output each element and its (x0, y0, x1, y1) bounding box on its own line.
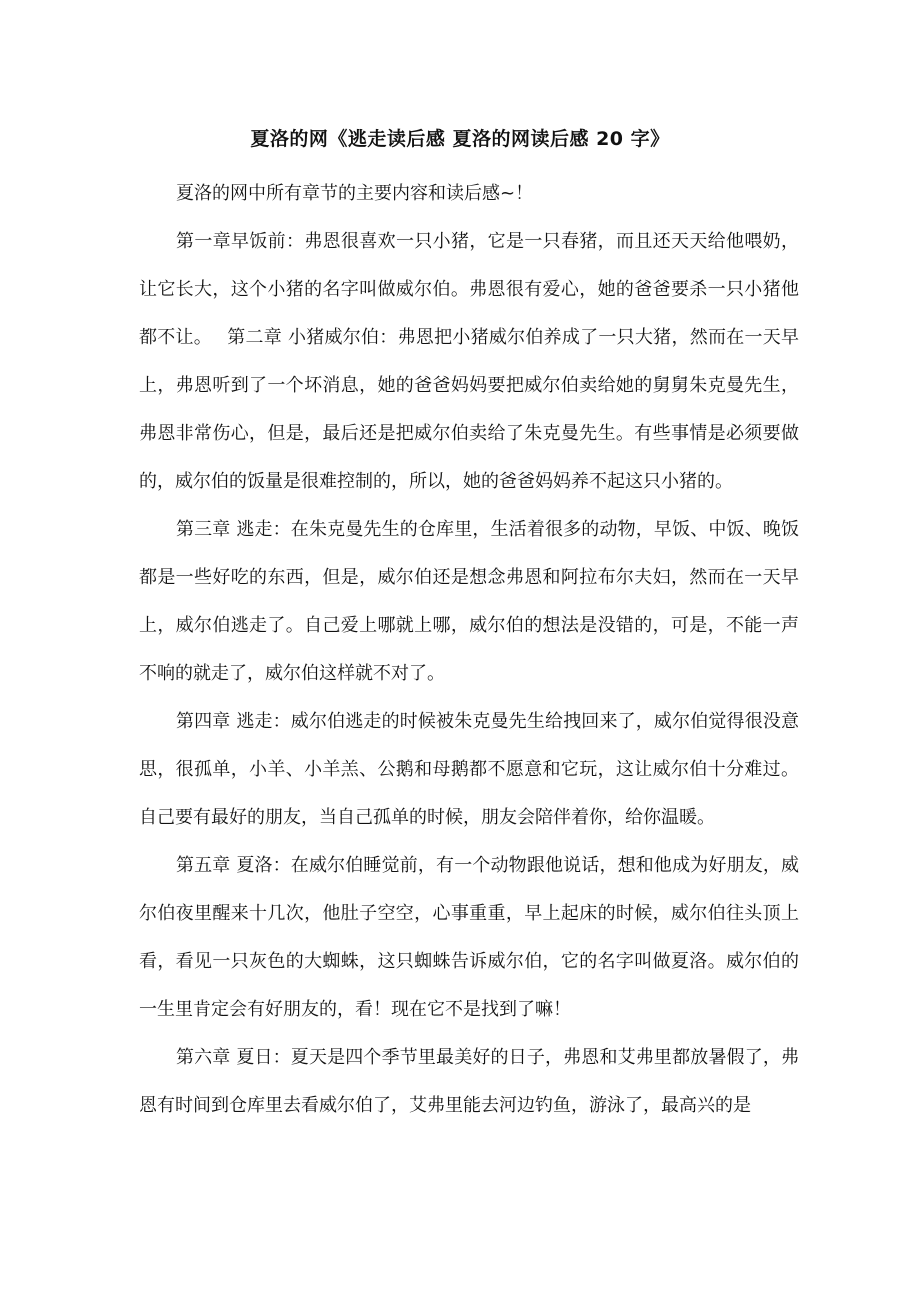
document-body (139, 170, 799, 1130)
paragraph-chapter-3: 第三章 逃走：在朱克曼先生的仓库里，生活着很多的动物，早饭、中饭、晚饭都是一些好吃的东西，但是，威尔伯还是想念弗恩和阿拉布尔夫妇，然而在一天早上，威尔伯逃走了。自己爱上哪就上哪，威尔伯的想法是没错的，可是，不能一声不响的就走了，威尔伯这样就不对了。 (139, 519, 799, 684)
document-title: 夏洛的网《逃走读后感 夏洛的网读后感 20 字》 (250, 128, 670, 150)
paragraph-intro: 夏洛的网中所有章节的主要内容和读后感~！ (176, 183, 534, 204)
paragraph-chapter-6: 第六章 夏日：夏天是四个季节里最美好的日子，弗恩和艾弗里都放暑假了，弗恩有时间到仓库里去看威尔伯了，艾弗里能去河边钓鱼，游泳了，最高兴的是 (139, 1047, 799, 1116)
paragraph-chapter-5: 第五章 夏洛：在威尔伯睡觉前，有一个动物跟他说话，想和他成为好朋友，威尔伯夜里醒来十几次，他肚子空空，心事重重，早上起床的时候，威尔伯往头顶上看，看见一只灰色的大蜘蛛，这只蜘蛛告诉威尔伯，它的名字叫做夏洛。威尔伯的一生里肯定会有好朋友的，看！现在它不是找到了嘛！ (139, 855, 799, 1020)
paragraph-chapter-1-2: 第一章早饭前：弗恩很喜欢一只小猪，它是一只春猪，而且还天天给他喂奶，让它长大，这个小猪的名字叫做威尔伯。弗恩很有爱心，她的爸爸要杀一只小猪他都不让。 第二章 小猪威尔伯：弗恩把小猪威尔伯养成了一只大猪，然而在一天早上，弗恩听到了一个坏消息，她的爸爸妈妈要把威尔伯卖给她的舅舅朱克曼先生，弗恩非常伤心，但是，最后还是把威尔伯卖给了朱克曼先生。有些事情是必须要做的，威尔伯的饭量是很难控制的，所以，她的爸爸妈妈养不起这只小猪的。 (139, 231, 799, 492)
paragraph-chapter-4: 第四章 逃走：威尔伯逃走的时候被朱克曼先生给拽回来了，威尔伯觉得很没意思，很孤单，小羊、小羊羔、公鹅和母鹅都不愿意和它玩，这让威尔伯十分难过。自己要有最好的朋友，当自己孤单的时候，朋友会陪伴着你，给你温暖。 (139, 711, 799, 828)
